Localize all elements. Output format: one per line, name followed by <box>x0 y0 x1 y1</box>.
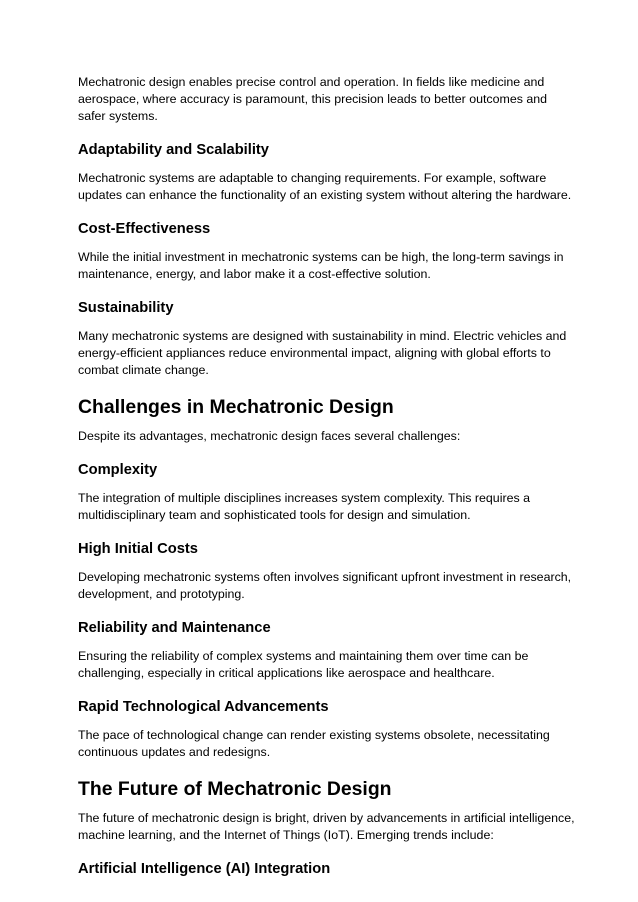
paragraph-high-initial-costs: Developing mechatronic systems often involves significant upfront investment in research, development, and prototyping. <box>78 570 572 601</box>
heading-reliability-maintenance: Reliability and Maintenance <box>78 620 271 636</box>
paragraph-challenges-intro: Despite its advantages, mechatronic design faces several challenges: <box>78 429 461 443</box>
paragraph-rapid-tech-advancements: The pace of technological change can render existing systems obsolete, necessitating continuous updates and redesigns. <box>78 728 550 759</box>
paragraph-sustainability: Many mechatronic systems are designed with sustainability in mind. Electric vehicles and energy-efficient appliances reduce environmental impact, aligning with global efforts to combat climate change. <box>78 329 567 377</box>
heading-cost-effectiveness: Cost-Effectiveness <box>78 221 211 237</box>
paragraph-precision: Mechatronic design enables precise control and operation. In fields like medicine and aerospace, where accuracy is paramount, this precision leads to better outcomes and safer systems. <box>78 75 548 123</box>
heading-ai-integration: Artificial Intelligence (AI) Integration <box>78 861 331 877</box>
heading-complexity: Complexity <box>78 462 158 478</box>
paragraph-cost-effectiveness: While the initial investment in mechatronic systems can be high, the long-term savings in maintenance, energy, and labor make it a cost-effective solution. <box>78 250 564 281</box>
heading-adaptability-scalability: Adaptability and Scalability <box>78 142 269 158</box>
paragraph-adaptability: Mechatronic systems are adaptable to changing requirements. For example, software updates can enhance the functionality of an existing system without altering the hardware. <box>78 171 572 202</box>
paragraph-complexity: The integration of multiple disciplines increases system complexity. This requires a multidisciplinary team and sophisticated tools for design and simulation. <box>78 491 530 522</box>
section-heading-challenges: Challenges in Mechatronic Design <box>78 396 394 418</box>
heading-rapid-tech-advancements: Rapid Technological Advancements <box>78 699 329 715</box>
heading-high-initial-costs: High Initial Costs <box>78 541 198 557</box>
section-heading-future: The Future of Mechatronic Design <box>78 778 392 800</box>
paragraph-reliability-maintenance: Ensuring the reliability of complex systems and maintaining them over time can be challenging, especially in critical applications like aerospace and healthcare. <box>78 649 529 680</box>
paragraph-future-intro: The future of mechatronic design is bright, driven by advancements in artificial intelligence, machine learning, and the Internet of Things (IoT). Emerging trends include: <box>78 811 575 842</box>
heading-sustainability: Sustainability <box>78 300 174 316</box>
